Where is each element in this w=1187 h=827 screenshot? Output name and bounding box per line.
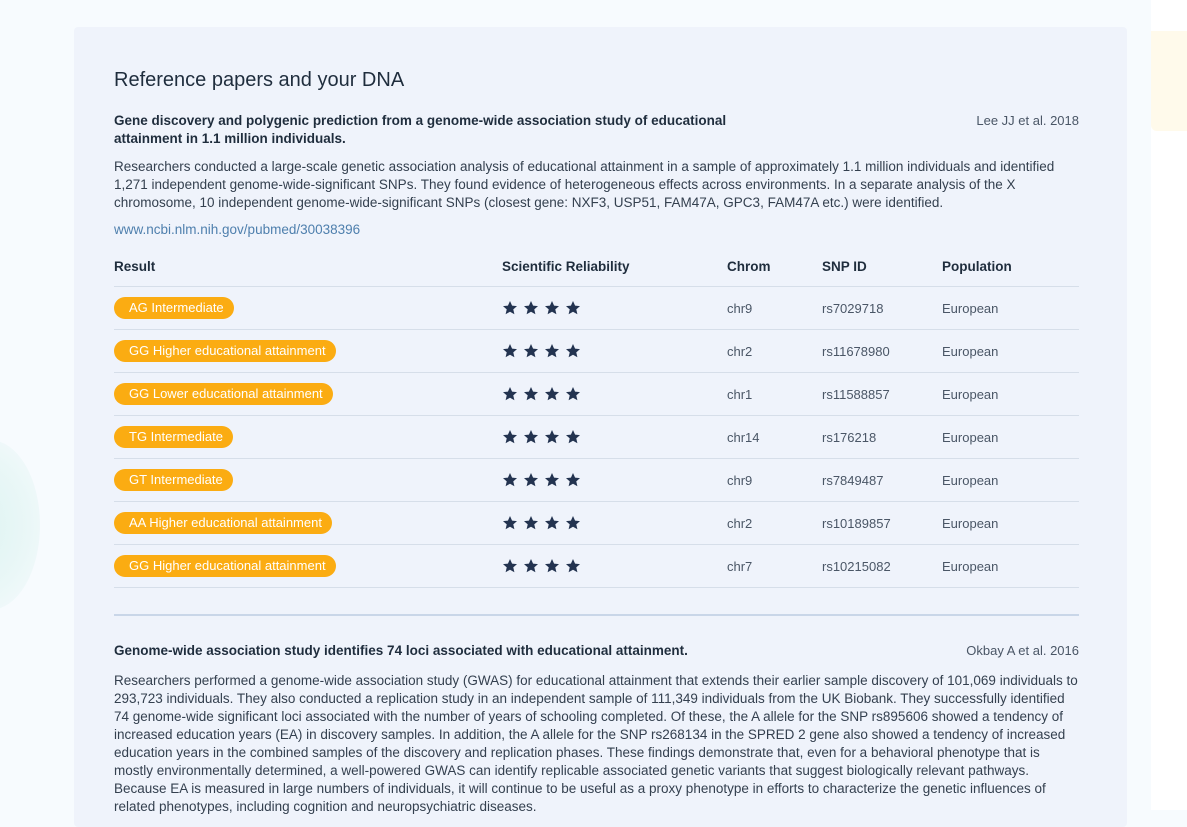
reliability-cell: [502, 545, 727, 588]
star-icon: [502, 515, 518, 531]
reliability-stars: [502, 429, 581, 445]
table-row: [114, 330, 1079, 373]
snp-cell: rs176218: [822, 416, 942, 459]
population-cell: European: [942, 287, 1079, 330]
star-icon: [544, 386, 560, 402]
header-chrom: Chrom: [727, 247, 822, 287]
reliability-cell: [502, 330, 727, 373]
table-row: [114, 502, 1079, 545]
reliability-cell: [502, 287, 727, 330]
section-title: Reference papers and your DNA: [114, 69, 405, 91]
population-cell: European: [942, 416, 1079, 459]
result-cell: [114, 330, 502, 373]
result-badge: TG Intermediate: [114, 426, 233, 448]
reliability-stars: [502, 386, 581, 402]
star-icon: [502, 386, 518, 402]
header-reliability: Scientific Reliability: [502, 247, 727, 287]
background-decoration: [0, 440, 40, 610]
star-icon: [544, 300, 560, 316]
paper-header: [114, 112, 1079, 148]
result-cell: [114, 459, 502, 502]
chrom-cell: chr14: [727, 416, 822, 459]
result-badge: AA Higher educational attainment: [114, 512, 332, 534]
result-cell: [114, 373, 502, 416]
chrom-cell: chr2: [727, 330, 822, 373]
paper-description: Researchers conducted a large-scale genetic association analysis of educational attainment in a sample of approximately 1.1 million individuals and identified 1,271 independent genome-wide-significant SNPs. They found evidence of heterogeneous effects across environments. In a separate analysis of the X chromosome, 10 independent genome-wide-significant SNPs (closest gene: NXF3, USP51, FAM47A, GPC3, FAM47A etc.) were identified.: [114, 159, 1055, 210]
star-icon: [565, 386, 581, 402]
reliability-stars: [502, 300, 581, 316]
star-icon: [502, 429, 518, 445]
table-header-row: [114, 247, 1079, 287]
result-badge: GG Higher educational attainment: [114, 555, 336, 577]
paper-description: Researchers performed a genome-wide association study (GWAS) for educational attainment that extends their earlier sample discovery of 101,069 individuals to 293,723 individuals. They also conducted a replication study in an independent sample of 111,349 individuals from the UK Biobank. They successfully identified 74 genome-wide significant loci associated with the number of years of schooling completed. Of these, the A allele for the SNP rs895606 showed a tendency of increased education years (EA) in discovery samples. In addition, the A allele for the SNP rs268134 in the SPRED 2 gene also showed a tendency of increased education years in the combined samples of the discovery and replication phases. These findings demonstrate that, even for a behavioral phenotype that is mostly environmentally determined, a well-powered GWAS can identify replicable associated genetic variants that suggest biologically relevant pathways. Because EA is measured in large numbers of individuals, it will continue to be useful as a proxy phenotype in efforts to characterize the genetic influences of related phenotypes, including cognition and neuropsychiatric diseases.: [114, 673, 1078, 814]
star-icon: [523, 515, 539, 531]
reliability-cell: [502, 502, 727, 545]
star-icon: [523, 386, 539, 402]
star-icon: [523, 558, 539, 574]
population-cell: European: [942, 459, 1079, 502]
result-badge: GT Intermediate: [114, 469, 233, 491]
section-divider: [114, 614, 1079, 616]
reliability-stars: [502, 343, 581, 359]
star-icon: [565, 472, 581, 488]
side-note-card: [1151, 31, 1187, 131]
reliability-cell: [502, 459, 727, 502]
chrom-cell: chr2: [727, 502, 822, 545]
star-icon: [523, 343, 539, 359]
population-cell: European: [942, 373, 1079, 416]
result-cell: [114, 502, 502, 545]
snp-cell: rs11678980: [822, 330, 942, 373]
snp-cell: rs10215082: [822, 545, 942, 588]
star-icon: [502, 300, 518, 316]
star-icon: [523, 300, 539, 316]
chrom-cell: chr9: [727, 459, 822, 502]
reliability-stars: [502, 515, 581, 531]
header-snp: SNP ID: [822, 247, 942, 287]
reliability-cell: [502, 373, 727, 416]
star-icon: [502, 558, 518, 574]
star-icon: [544, 472, 560, 488]
paper-title: Genome-wide association study identifies 74 loci associated with educational attainment.: [114, 643, 688, 658]
population-cell: European: [942, 545, 1079, 588]
star-icon: [565, 515, 581, 531]
paper-entry: [114, 112, 1079, 588]
star-icon: [544, 429, 560, 445]
star-icon: [565, 300, 581, 316]
table-row: [114, 373, 1079, 416]
snp-cell: rs10189857: [822, 502, 942, 545]
star-icon: [565, 429, 581, 445]
chrom-cell: chr1: [727, 373, 822, 416]
reference-papers-card: [74, 27, 1127, 827]
header-result: Result: [114, 247, 502, 287]
reliability-stars: [502, 472, 581, 488]
table-row: [114, 287, 1079, 330]
result-badge: GG Higher educational attainment: [114, 340, 336, 362]
reliability-cell: [502, 416, 727, 459]
star-icon: [502, 472, 518, 488]
result-badge: GG Lower educational attainment: [114, 383, 333, 405]
star-icon: [502, 343, 518, 359]
pubmed-link[interactable]: www.ncbi.nlm.nih.gov/pubmed/30038396: [114, 222, 361, 237]
paper-author: Lee JJ et al. 2018: [976, 113, 1079, 128]
paper-title: Gene discovery and polygenic prediction from a genome-wide association study of educational attainment in 1.1 million individuals.: [114, 113, 727, 146]
result-cell: [114, 545, 502, 588]
table-row: [114, 459, 1079, 502]
population-cell: European: [942, 330, 1079, 373]
result-cell: [114, 287, 502, 330]
result-badge: AG Intermediate: [114, 297, 234, 319]
table-row: [114, 416, 1079, 459]
star-icon: [523, 472, 539, 488]
snp-cell: rs7029718: [822, 287, 942, 330]
results-table: [114, 247, 1079, 588]
snp-cell: rs7849487: [822, 459, 942, 502]
result-cell: [114, 416, 502, 459]
table-row: [114, 545, 1079, 588]
snp-cell: rs11588857: [822, 373, 942, 416]
star-icon: [523, 429, 539, 445]
paper-entry: [114, 642, 1079, 816]
star-icon: [544, 515, 560, 531]
reliability-stars: [502, 558, 581, 574]
star-icon: [565, 343, 581, 359]
star-icon: [544, 343, 560, 359]
star-icon: [544, 558, 560, 574]
population-cell: European: [942, 502, 1079, 545]
star-icon: [565, 558, 581, 574]
paper-header: [114, 642, 1079, 660]
paper-author: Okbay A et al. 2016: [966, 643, 1079, 658]
chrom-cell: chr9: [727, 287, 822, 330]
chrom-cell: chr7: [727, 545, 822, 588]
header-population: Population: [942, 247, 1079, 287]
